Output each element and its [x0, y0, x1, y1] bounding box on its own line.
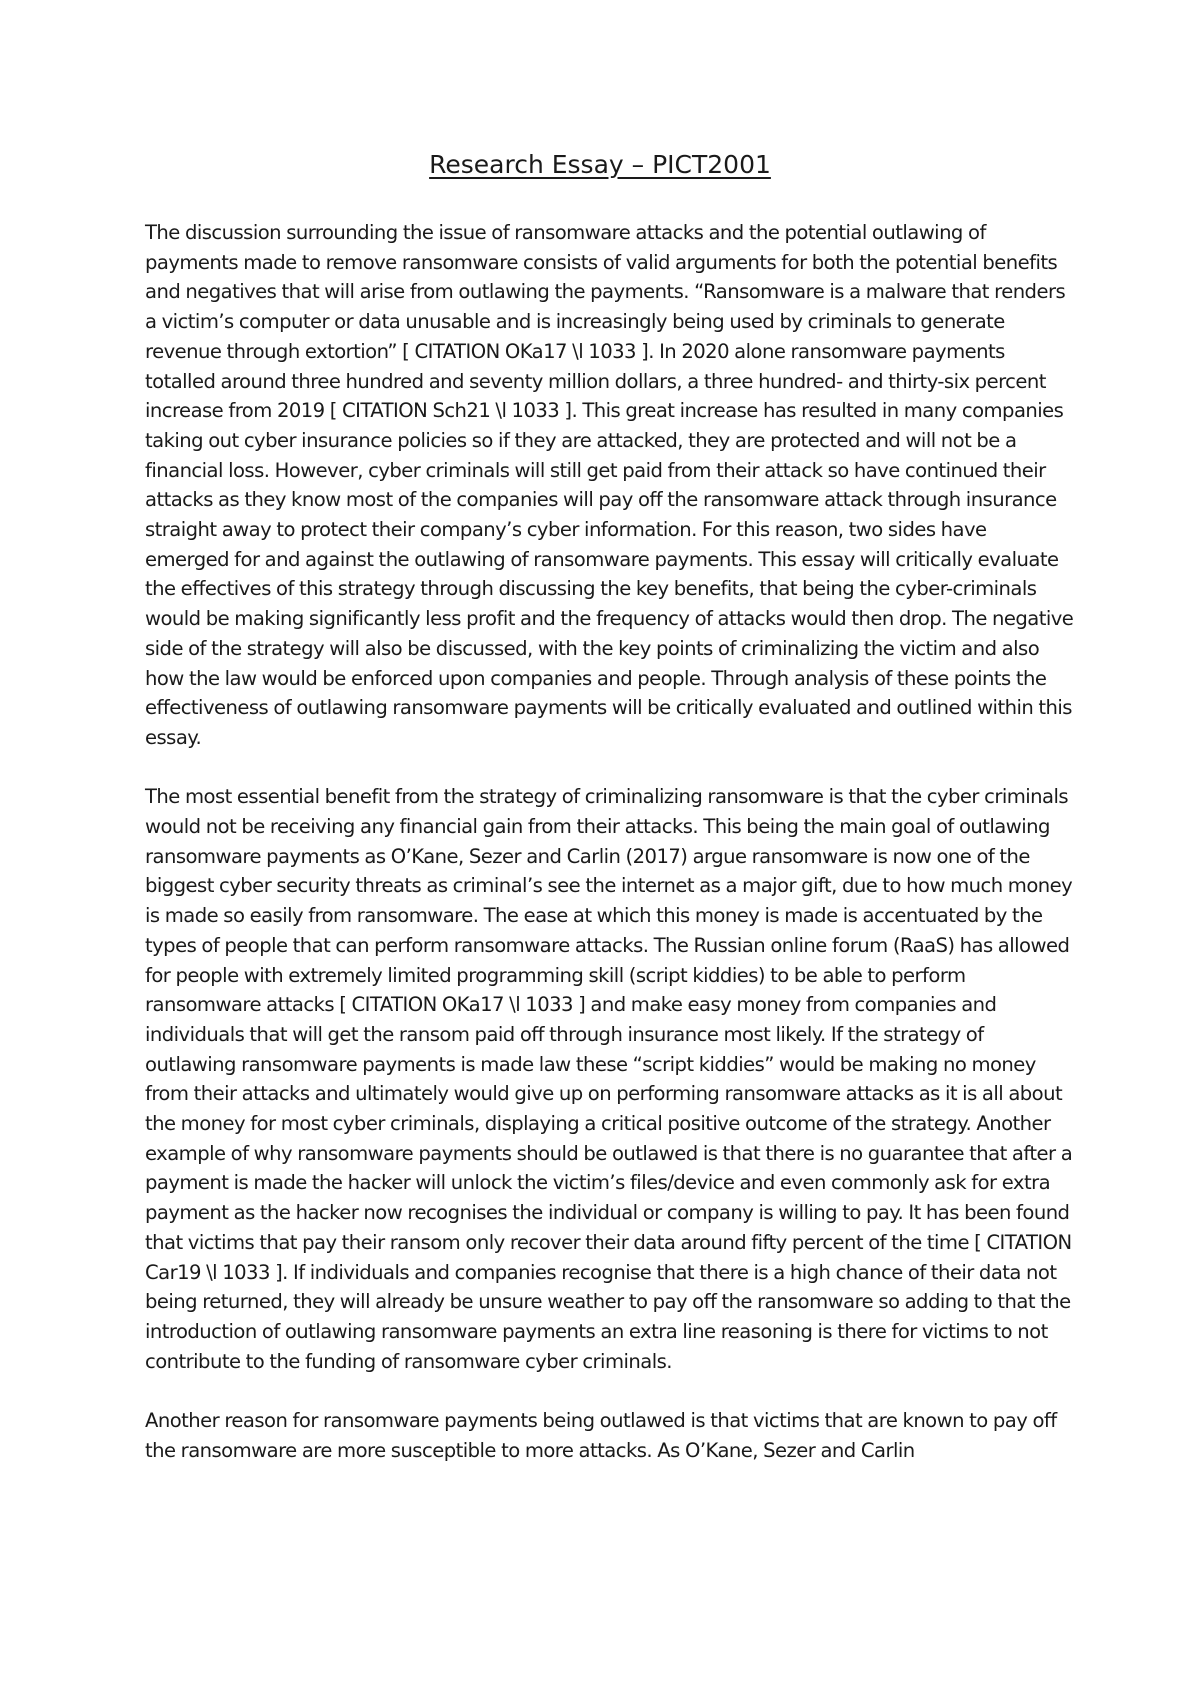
paragraph-repeat-attacks: Another reason for ransomware payments being outlawed is that victims that are known to pay off the ransomware are more susceptible to more attacks. As O’Kane, Sezer and Carlin [145, 1409, 1057, 1462]
paragraph-financial-gain: The most essential benefit from the strategy of criminalizing ransomware is that the cyber criminals would not be receiving any financial gain from their attacks. This being the main goal of outlawing ransomware payments as O’Kane, Sezer and Carlin (2017) argue ransomware is now one of the biggest cyber security threats as criminal’s see the internet as a major gift, due to how much money is made so easily from ransomware. The ease at which this money is made is accentuated by the types of people that can perform ransomware attacks. The Russian online forum (RaaS) has allowed for people with extremely limited programming skill (script kiddies) to be able to perform ransomware attacks [ CITATION OKa17 \l 1033 ] and make easy money from companies and individuals that will get the ransom paid off through insurance most likely. If the strategy of outlawing ransomware payments is made law these “script kiddies” would be making no money from their attacks and ultimately would give up on performing ransomware attacks as it is all about the money for most cyber criminals, displaying a critical positive outcome of the strategy. Another example of why ransomware payments should be outlawed is that there is no guarantee that after a payment is made the hacker will unlock the victim’s files/device and even commonly ask for extra payment as the hacker now recognises the individual or company is willing to pay. It has been found that victims that pay their ransom only recover their data around fifty percent of the time [ CITATION Car19 \l 1033 ]. If individuals and companies recognise that there is a high chance of their data not being returned, they will already be unsure weather to pay off the ransomware so adding to that the introduction of outlawing ransomware payments an extra line reasoning is there for victims to not contribute to the funding of ransomware cyber criminals. [145, 785, 1073, 1373]
essay-title: Research Essay – PICT2001 [429, 150, 771, 179]
essay-body [145, 218, 1075, 1495]
paragraph-introduction: The discussion surrounding the issue of ransomware attacks and the potential outlawing of payments made to remove ransomware consists of valid arguments for both the potential benefits and negatives that will arise from outlawing the payments. “Ransomware is a malware that renders a victim’s computer or data unusable and is increasingly being used by criminals to generate revenue through extortion” [ CITATION OKa17 \l 1033 ]. In 2020 alone ransomware payments totalled around three hundred and seventy million dollars, a three hundred- and thirty-six percent increase from 2019 [ CITATION Sch21 \l 1033 ]. This great increase has resulted in many companies taking out cyber insurance policies so if they are attacked, they are protected and will not be a financial loss. However, cyber criminals will still get paid from their attack so have continued their attacks as they know most of the companies will pay off the ransomware attack through insurance straight away to protect their company’s cyber information. For this reason, two sides have emerged for and against the outlawing of ransomware payments. This essay will critically evaluate the effectives of this strategy through discussing the key benefits, that being the cyber-criminals would be making significantly less profit and the frequency of attacks would then drop. The negative side of the strategy will also be discussed, with the key points of criminalizing the victim and also how the law would be enforced upon companies and people. Through analysis of these points the effectiveness of outlawing ransomware payments will be critically evaluated and outlined within this essay. [145, 221, 1074, 749]
